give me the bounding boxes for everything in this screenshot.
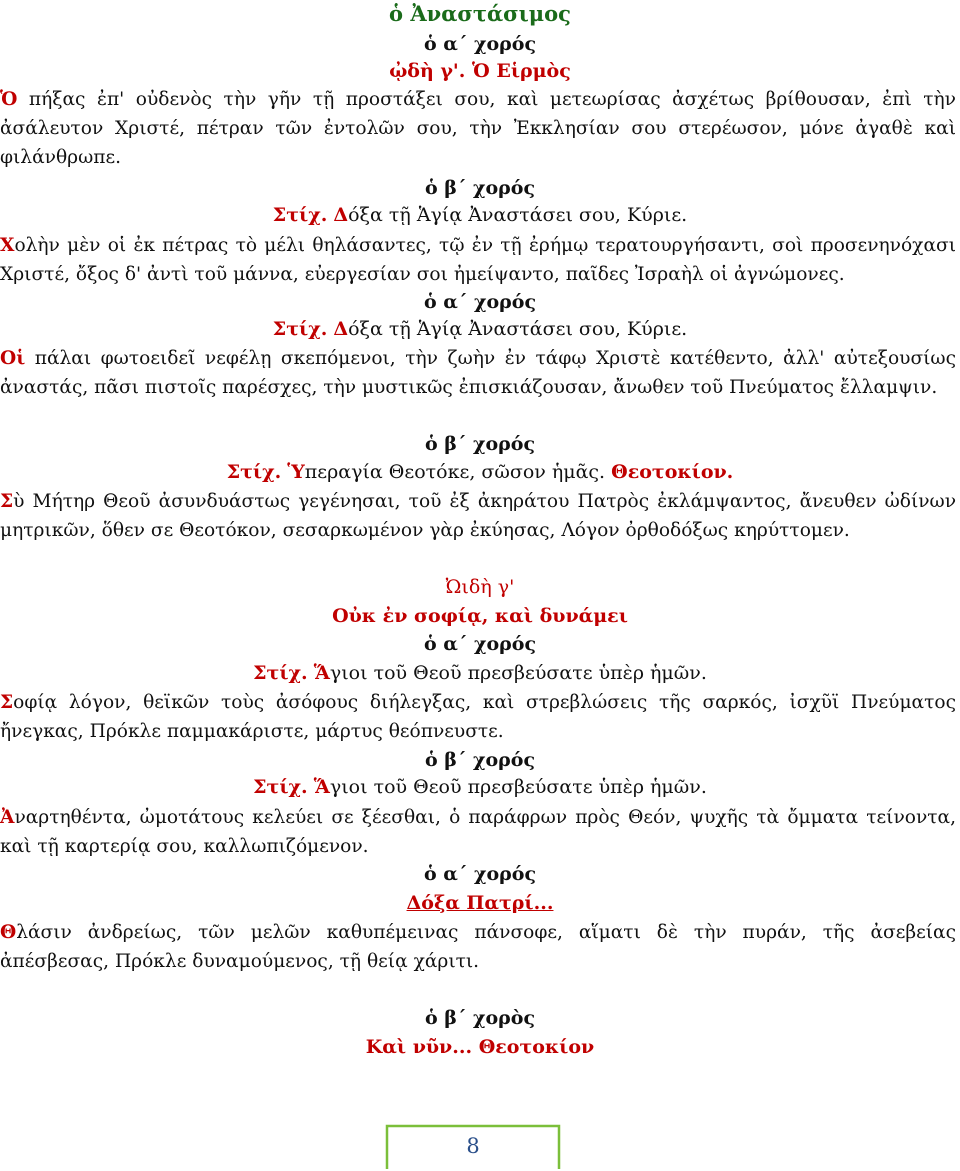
drop-initial: Σ <box>0 692 14 713</box>
choir-heading: ὁ α΄ χορός <box>423 863 537 885</box>
stichos-label: Στίχ. <box>253 776 308 798</box>
stichos-label: Στίχ. <box>226 461 282 483</box>
stichos-text: περαγία Θεοτόκε, σῶσον ἡμᾶς. <box>304 461 606 483</box>
stichos-label: Στίχ. <box>253 662 308 684</box>
stichos-initial: Δ <box>333 318 349 340</box>
hymn-paragraph <box>0 231 956 289</box>
drop-initial: Οἱ <box>0 348 26 369</box>
stichos-line <box>0 660 960 687</box>
hymn-paragraph <box>0 803 956 861</box>
hymn-text: λάσιν ἀνδρείως, τῶν μελῶν καθυπέμεινας πάνσοφε, αἵματι δὲ τὴν πυράν, τῆς ἀσεβείας ἀπέσβεσας, Πρόκλε δυναμούμενος, τῇ θείᾳ χάριτι. <box>0 922 956 972</box>
page-number-badge <box>385 1124 561 1169</box>
drop-initial: Θ <box>0 922 17 943</box>
hymn-paragraph <box>0 344 956 402</box>
hymn-text: οφίᾳ λόγον, θεϊκῶν τοὺς ἀσόφους διήλεγξας, καὶ στρεβλώσεις τῆς σαρκός, ἰσχῦϊ Πνεύματος ἤνεγκας, Πρόκλε παμμακάριστε, μάρτυς θεόπνευστε. <box>0 692 956 742</box>
choir-heading: ὁ β΄ χορός <box>424 177 536 199</box>
stichos-label: Στίχ. <box>272 204 328 226</box>
choir-heading: ὁ α΄ χορός <box>423 291 537 313</box>
stichos-text: γιοι τοῦ Θεοῦ πρεσβεύσατε ὑπὲρ ἡμῶν. <box>329 776 707 798</box>
stichos-initial: Ὑ <box>287 461 305 483</box>
hymn-paragraph <box>0 688 956 746</box>
drop-initial: Σ <box>0 491 14 512</box>
drop-initial: Ἀ <box>0 807 15 828</box>
stichos-text: γιοι τοῦ Θεοῦ πρεσβεύσατε ὑπὲρ ἡμῶν. <box>329 662 707 684</box>
stichos-initial: Δ <box>333 204 349 226</box>
hymn-paragraph <box>0 918 956 976</box>
page-number: 8 <box>466 1134 480 1158</box>
stichos-text: όξα τῇ Ἁγίᾳ Ἀναστάσει σου, Κύριε. <box>348 204 688 226</box>
doxa-heading: Δόξα Πατρί... <box>406 892 554 914</box>
stichos-label: Στίχ. <box>272 318 328 340</box>
choir-heading: ὁ β΄ χορός <box>424 433 536 455</box>
hymn-text: ολὴν μὲν οἱ ἐκ πέτρας τὸ μέλι θηλάσαντες, τῷ ἐν τῇ ἐρήμῳ τερατουργήσαντι, σοὶ προσενηνόχασι Χριστέ, ὄξος δ' ἀντὶ τοῦ μάννα, εὐεργεσίαν σοι ἠμείψαντο, παῖδες Ἰσραὴλ οἱ ἀγνώμονες. <box>0 235 956 285</box>
stichos-initial: Ἅ <box>313 776 330 798</box>
heirmos-heading: Οὐκ ἐν σοφίᾳ, καὶ δυνάμει <box>332 605 628 627</box>
hymn-text: πάλαι φωτοειδεῖ νεφέλῃ σκεπόμενοι, τὴν ζωὴν ἐν τάφῳ Χριστὲ κατέθεντο, ἀλλ' αὐτεξουσίως ἀναστάς, πᾶσι πιστοῖς παρέσχες, τὴν μυστικῶς ἐπισκιάζουσαν, ἄνωθεν τοῦ Πνεύματος ἔλλαμψιν. <box>0 348 956 398</box>
stichos-line <box>0 202 960 229</box>
stichos-line <box>0 774 960 801</box>
theotokion-label: Θεοτοκίον. <box>611 461 734 483</box>
hymn-paragraph <box>0 487 956 545</box>
hymn-text: ναρτηθέντα, ὠμοτάτους κελεύει σε ξέεσθαι, ὁ παράφρων πρὸς Θεόν, ψυχῆς τὰ ὄμματα τείνοντα, καὶ τῇ καρτερίᾳ σου, καλλωπιζόμενον. <box>0 807 956 857</box>
choir-heading: ὁ α΄ χορός <box>423 633 537 655</box>
hymn-text: ὺ Μήτηρ Θεοῦ ἀσυνδυάστως γεγένησαι, τοῦ ἐξ ἀκηράτου Πατρὸς ἐκλάμψαντος, ἄνευθεν ὠδίνων μητρικῶν, ὅθεν σε Θεοτόκον, σεσαρκωμένον γὰρ ἐκύησας, Λόγον ὀρθοδόξως κηρύττομεν. <box>0 491 956 541</box>
stichos-text: όξα τῇ Ἁγίᾳ Ἀναστάσει σου, Κύριε. <box>348 318 688 340</box>
ode-heading: Ὠιδὴ γ' <box>445 576 515 598</box>
ode-heirmos-heading: ᾠδὴ γ'. Ὁ Εἱρμὸς <box>389 60 571 82</box>
kai-nyn-heading: Καὶ νῦν... Θεοτοκίον <box>365 1036 595 1058</box>
stichos-line <box>0 459 960 486</box>
page-title: ὁ Ἀναστάσιμος <box>389 1 571 26</box>
choir-heading: ὁ α΄ χορός <box>423 33 537 55</box>
choir-heading: ὁ β΄ χορὸς <box>424 1007 536 1029</box>
stichos-initial: Ἅ <box>313 662 330 684</box>
hymn-text: πήξας ἐπ' οὐδενὸς τὴν γῆν τῇ προστάξει σου, καὶ μετεωρίσας ἀσχέτως βρίθουσαν, ἐπὶ τὴν ἀσάλευτον Χριστέ, πέτραν τῶν ἐντολῶν σου, τὴν Ἐκκλησίαν σου στερέωσον, μόνε ἀγαθὲ καὶ φιλάνθρωπε. <box>0 89 956 168</box>
stichos-line <box>0 316 960 343</box>
drop-initial: Χ <box>0 235 15 256</box>
choir-heading: ὁ β΄ χορός <box>424 749 536 771</box>
drop-initial: Ὁ <box>0 89 18 110</box>
hymn-paragraph <box>0 85 956 172</box>
